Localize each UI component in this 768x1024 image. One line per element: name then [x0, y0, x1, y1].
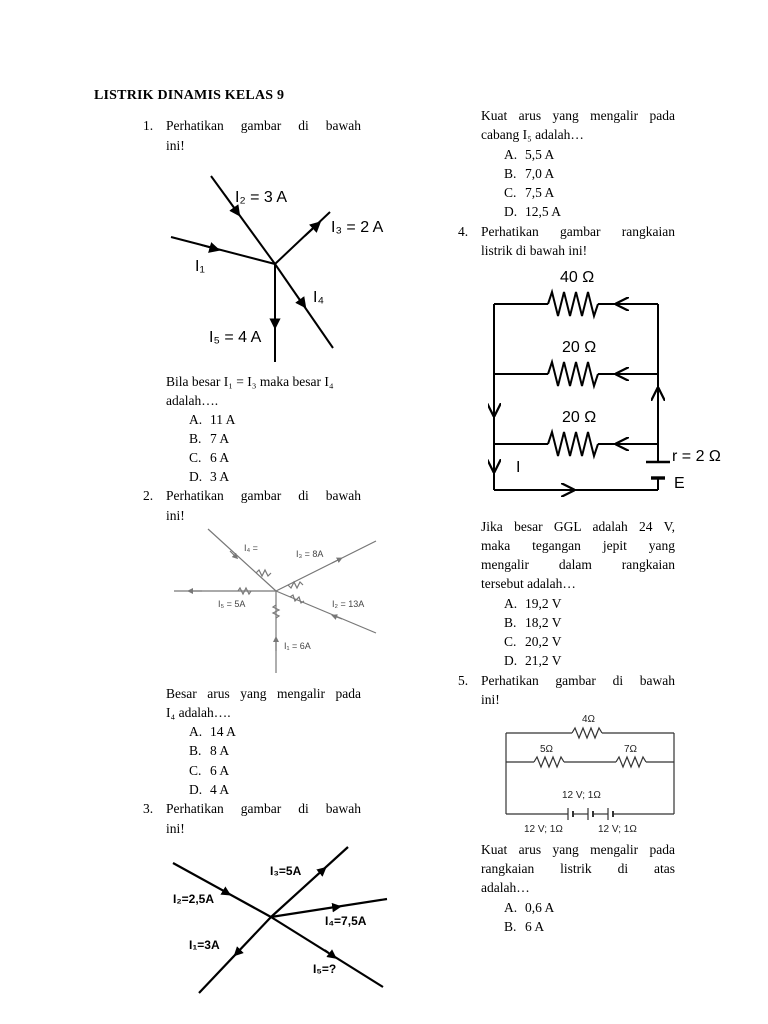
q5-label-r1: 4Ω — [582, 714, 596, 725]
q3-prompt-line1: Perhatikan gambar di bawah — [166, 801, 361, 816]
q1-prompt-line2: ini! — [166, 138, 185, 153]
q3-option-a[interactable]: A. 5,5 A — [504, 147, 555, 162]
q3-label-i5: I₅=? — [313, 962, 337, 976]
q2-question-line1: Besar arus yang mengalir pada — [166, 686, 361, 701]
q4-label-internal-resistance: r = 2 Ω — [672, 448, 721, 465]
q1-junction-figure — [165, 170, 395, 370]
q4-label-r2: 20 Ω — [562, 339, 597, 356]
q1-label-i4: I₄ — [313, 289, 324, 306]
q2-prompt-line2: ini! — [166, 508, 185, 523]
q5-label-battery-left: 12 V; 1Ω — [524, 824, 563, 835]
q5-prompt-line2: ini! — [481, 692, 500, 707]
q4-label-emf: E — [674, 475, 685, 492]
q2-option-a[interactable]: A. 14 A — [189, 724, 236, 739]
q1-number: 1. — [143, 118, 154, 133]
q4-option-c[interactable]: C. 20,2 V — [504, 634, 562, 649]
q4-label-current: I — [516, 459, 521, 476]
q4-question-line1: Jika besar GGL adalah 24 V, — [481, 519, 675, 534]
q1-label-i1: I₁ — [195, 258, 205, 275]
q3-label-i4: I₄=7,5A — [325, 914, 367, 928]
q1-prompt-line1: Perhatikan gambar di bawah — [166, 118, 361, 133]
q1-option-c[interactable]: C. 6 A — [189, 450, 230, 465]
q2-number: 2. — [143, 488, 154, 503]
q5-prompt-line1: Perhatikan gambar di bawah — [481, 673, 675, 688]
q5-label-r2: 5Ω — [540, 744, 554, 755]
q2-option-b[interactable]: B. 8 A — [189, 743, 230, 758]
q1-option-b[interactable]: B. 7 A — [189, 431, 230, 446]
q3-label-i3: I₃=5A — [270, 864, 302, 878]
q3-label-i1: I₁=3A — [189, 938, 220, 952]
q4-circuit-figure — [488, 262, 738, 498]
q4-question-line2: maka tegangan jepit yang — [481, 538, 675, 553]
q5-question-line3: adalah… — [481, 880, 530, 895]
q1-wire-i3 — [275, 212, 330, 264]
q2-label-i2: I₂ = 13A — [332, 599, 365, 609]
q4-question-line4: tersebut adalah… — [481, 576, 576, 591]
q4-prompt-line1: Perhatikan gambar rangkaian — [481, 224, 675, 239]
q3-junction-figure — [165, 845, 395, 995]
q2-option-d[interactable]: D. 4 A — [189, 782, 230, 797]
q4-option-a[interactable]: A. 19,2 V — [504, 596, 562, 611]
q5-question-line1: Kuat arus yang mengalir pada — [481, 842, 675, 857]
q3-option-b[interactable]: B. 7,0 A — [504, 166, 555, 181]
q3-option-d[interactable]: D. 12,5 A — [504, 204, 562, 219]
q2-junction-figure — [172, 525, 382, 675]
q4-label-r3: 20 Ω — [562, 409, 597, 426]
q2-label-i4: I₄ = — [244, 543, 258, 553]
q1-option-d[interactable]: D. 3 A — [189, 469, 230, 484]
q5-label-battery-right: 12 V; 1Ω — [598, 824, 637, 835]
q4-question-line3: mengalir dalam rangkaian — [481, 557, 675, 572]
q1-label-i5: I₅ = 4 A — [209, 329, 262, 346]
q5-label-r3: 7Ω — [624, 744, 638, 755]
q5-circuit-figure — [498, 712, 684, 838]
q5-label-battery-top: 12 V; 1Ω — [562, 790, 601, 801]
q1-question-line1: Bila besar I₁ = I₃ maka besar I₄ — [166, 374, 334, 389]
q2-option-c[interactable]: C. 6 A — [189, 763, 230, 778]
q3-prompt-line2: ini! — [166, 821, 185, 836]
q4-option-d[interactable]: D. 21,2 V — [504, 653, 562, 668]
q4-label-r1: 40 Ω — [560, 269, 595, 286]
q3-question-line1: Kuat arus yang mengalir pada — [481, 108, 675, 123]
q3-number: 3. — [143, 801, 154, 816]
q2-label-i1: I₁ = 6A — [284, 641, 311, 651]
q1-label-i3: I₃ = 2 A — [331, 219, 384, 236]
q2-label-i3: I₃ = 8A — [296, 549, 324, 559]
q4-prompt-line2: listrik di bawah ini! — [481, 243, 588, 258]
q2-label-i5: I₅ = 5A — [218, 599, 246, 609]
q1-option-a[interactable]: A. 11 A — [189, 412, 236, 427]
q5-option-a[interactable]: A. 0,6 A — [504, 900, 555, 915]
worksheet-title: LISTRIK DINAMIS KELAS 9 — [94, 88, 285, 103]
q3-option-c[interactable]: C. 7,5 A — [504, 185, 555, 200]
q2-question-line2: I₄ adalah…. — [166, 705, 231, 720]
q3-question-line2: cabang I₅ adalah… — [481, 127, 584, 142]
q5-number: 5. — [458, 673, 469, 688]
q4-number: 4. — [458, 224, 469, 239]
q1-question-line2: adalah…. — [166, 393, 219, 408]
q1-wire-i4 — [275, 264, 333, 348]
q1-label-i2: I₂ = 3 A — [235, 189, 288, 206]
q5-question-line2: rangkaian listrik di atas — [481, 861, 675, 876]
q2-prompt-line1: Perhatikan gambar di bawah — [166, 488, 361, 503]
q4-option-b[interactable]: B. 18,2 V — [504, 615, 562, 630]
q5-option-b[interactable]: B. 6 A — [504, 919, 545, 934]
q3-label-i2: I₂=2,5A — [173, 892, 215, 906]
